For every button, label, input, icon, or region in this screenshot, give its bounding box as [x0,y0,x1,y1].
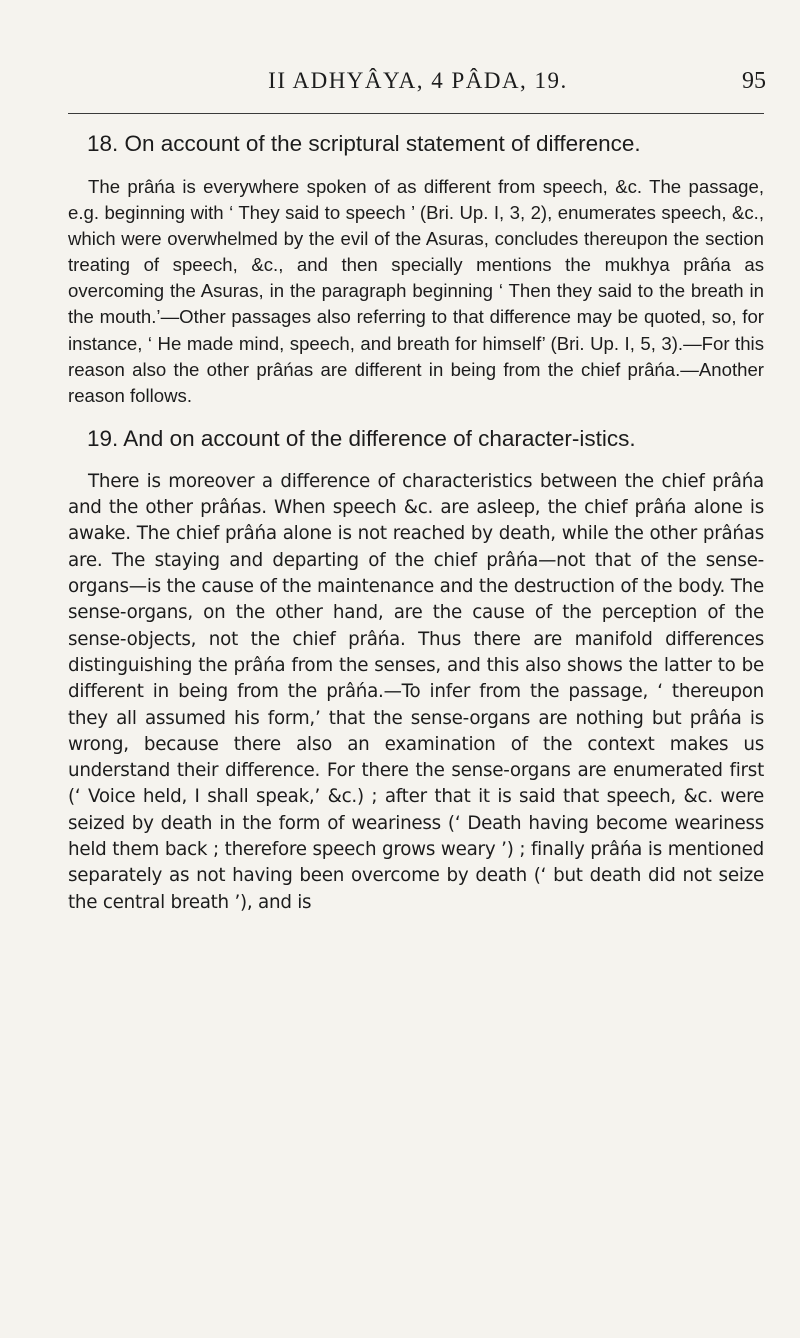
running-head [68,68,768,102]
page-body [68,128,764,930]
header-rule [68,113,764,114]
commentary-18-paragraph: The prâńa is everywhere spoken of as different from speech, &c. The passage, e.g. beginning with ‘ They said to speech ’ (Bri. Up. I, 3, 2), enumerates speech, &c., which were overwhelmed by the evil of the Asuras, concludes thereupon the section treating of speech, &c., and then specially mentions the mukhya prâńa as overcoming the Asuras, in the paragraph beginning ‘ Then they said to the breath in the mouth.’—Other passages also referring to that difference may be quoted, so, for instance, ‘ He made mind, speech, and breath for himself’ (Bri. Up. I, 5, 3).—For this reason also the other prâńas are different in being from the chief prâńa.—Another reason follows. [68,176,764,406]
commentary-19-paragraph: There is moreover a difference of characteristics between the chief prâńa and the other prâńas. When speech &c. are asleep, the chief prâńa alone is awake. The chief prâńa alone is not reached by death, while the other prâńas are. The staying and departing of the chief prâńa—not that of the sense-organs—is the cause of the maintenance and the destruction of the body. The sense-organs, on the other hand, are the cause of the perception of the sense-objects, not the chief prâńa. Thus there are manifold differences distinguishing the prâńa from the senses, and this also shows the latter to be different in being from the prâńa.—To infer from the passage, ‘ thereupon they all assumed his form,’ that the sense-organs are nothing but prâńa is wrong, because there also an examination of the context makes us understand their difference. For there the sense-organs are enumerated first (‘ Voice held, I shall speak,’ &c.) ; after that it is said that speech, &c. were seized by death in the form of weariness (‘ Death having become weariness held them back ; therefore speech grows weary ’) ; finally prâńa is mentioned separately as not having been overcome by death (‘ but death did not seize the central breath ’), and is [68,470,764,913]
sutra-18-heading: 18. On account of the scriptural statement of difference. [87,131,641,156]
running-head-title: II ADHYÂYA, 4 PÂDA, 19. [268,68,568,93]
page-number: 95 [742,68,766,94]
sutra-19-heading: 19. And on account of the difference of character-istics. [87,425,636,451]
